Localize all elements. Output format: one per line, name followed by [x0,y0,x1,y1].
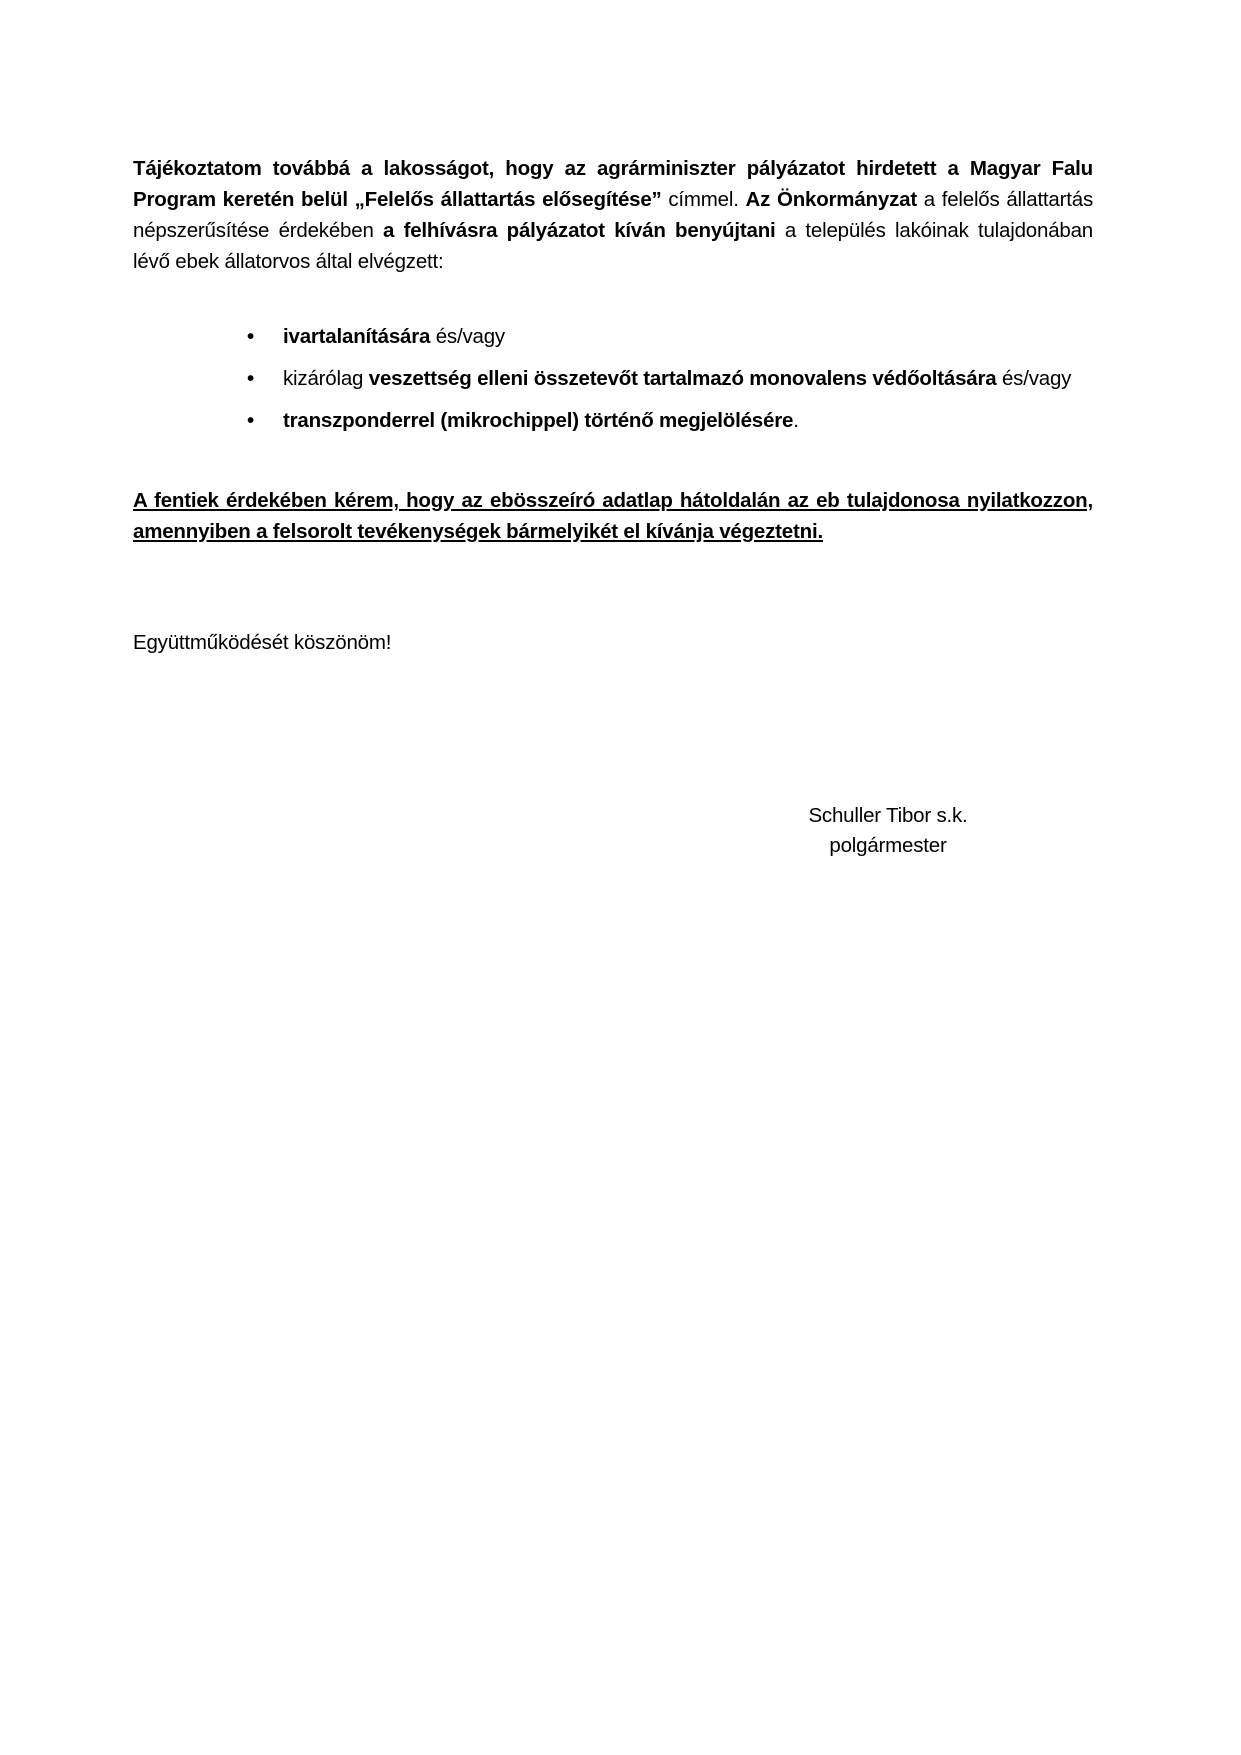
document-content [0,0,1241,861]
bullet-item-text [283,321,505,352]
bullet-icon: • [247,409,254,432]
request-paragraph [133,485,1093,547]
list-item [133,321,1093,352]
bullet-icon: • [247,367,254,390]
bullet-list [133,321,1093,436]
text-run: veszettség elleni összetevőt tartalmazó monovalens védőoltására [368,367,997,390]
text-run: . [793,409,799,432]
list-item [133,405,1093,436]
text-run: a felhívásra pályázatot kíván benyújtani [383,219,776,242]
signature-block [738,801,1038,861]
text-run: a település lakóinak tulajdonában lévő ebek állatorvos által elvégzett: [133,219,1093,273]
text-run: a felelős állattartás népszerűsítése érdekében [133,188,1094,242]
closing-line: Együttműködését köszönöm! [133,631,392,654]
text-run: transzponderrel (mikrochippel) történő megjelölésére [283,409,794,432]
text-run: Az Önkormányzat [745,188,917,211]
bullet-item-text [283,363,1071,394]
text-run: és/vagy [430,325,505,348]
list-item [133,363,1093,394]
text-run: és/vagy [996,367,1072,390]
text-run: A fentiek érdekében kérem, hogy az ebösszeíró adatlap hátoldalán az eb tulajdonosa nyilatkozzon, amennyiben a felsorolt tevékenységek bármelyikét el kívánja végeztetni. [133,489,1093,543]
bullet-icon: • [247,325,254,348]
signature-title: polgármester [829,834,947,857]
bullet-item-text [283,405,799,436]
text-run: ivartalanítására [283,325,431,348]
text-run: címmel. [661,188,746,211]
text-run: Tájékoztatom továbbá a lakosságot, hogy az agrárminiszter pályázatot hirdetett a Magyar Falu Program keretén belül „Felelős állattartás elősegítése” [133,157,1093,211]
intro-paragraph [133,153,1093,277]
signature-name: Schuller Tibor s.k. [808,804,968,827]
text-run: kizárólag [283,367,369,390]
